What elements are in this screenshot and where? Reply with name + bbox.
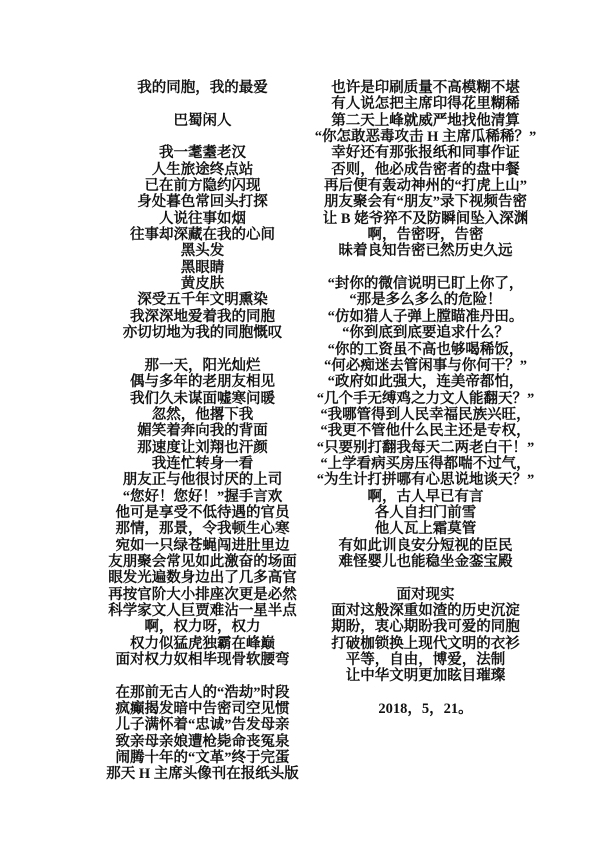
poem-line: “那是多么多么的危险！ [349,292,502,309]
poem-line: 人生旅途终点站 [151,161,254,178]
poem-line: 让中华文明更加眩目璀璨 [345,668,506,685]
poem-line: 啊，古人早已有言 [367,488,484,505]
poem-line: 致亲母亲娘遭枪毙命丧冤泉 [115,733,290,750]
poem-line: 各人自扫门前雪 [374,504,477,521]
poem-line: 那速度让刘翔也汗颜 [137,439,268,456]
poem-line: 眼发光遍数身边出了几多高官 [108,570,297,587]
poem-line: “政府如此强大，连美帝都怕， [327,374,524,391]
poem-line: “你怎敢恶毒攻击 H 主席瓜稀稀？” [314,129,537,146]
poem-line: 再按官阶大小排座次更是必然 [108,586,297,603]
poem-line: 科学家文人巨贾难沾一星半点 [108,603,297,619]
poem-line: 啊，告密呀，告密 [367,227,484,244]
poem-line: 平等，自由，博爱，法制 [345,652,506,669]
poem-line: 在那前无古人的“浩劫”时段 [115,684,290,701]
poem-line: 难怪婴儿也能稳坐金銮宝殿 [338,553,513,570]
poem-title: 我的同胞，我的最爱 [137,80,268,96]
poem-line: 黄皮肤 [180,276,225,293]
poem-line: “封你的微信说明已盯上你了， [327,276,524,293]
poem-line: 有如此训良安分短视的臣民 [338,537,513,554]
poem-line: 朋友聚会有“朋友”录下视频告密 [324,194,527,211]
poem-line: 闹腾十年的“文革”终于完蛋 [115,750,290,767]
poem-line: “为生计打拼哪有心思说地谈天？” [316,472,535,489]
poem-column-left [85,80,320,783]
poem-line: 期盼，衷心期盼我可爱的同胞 [331,619,520,636]
poem-line: 再后便有轰动神州的“打虎上山” [324,178,527,195]
poem-stanza [85,685,320,783]
poem-line: “仿如猎人子弹上膛瞄准丹田。 [327,308,524,325]
poem-line: 也许是印刷质量不高模糊不堪 [331,80,520,96]
poem-line: 让 B 姥爷猝不及防瞬间坠入深渊 [322,210,529,227]
poem-line: 我一耄耋老汉 [159,145,246,162]
poem-title [85,80,320,96]
poem-line: 幸好还有那张报纸和同事作证 [331,145,520,162]
poem-line: 人说往事如烟 [159,210,246,227]
poem-line: 黑头发 [180,243,225,260]
poem-line: 身处暮色常回头打探 [137,194,268,211]
poem-line: 忽然，他撂下我 [151,406,254,423]
poem-line: 疯癫揭发暗中告密司空见惯 [115,701,290,718]
poem-line: “何必痴迷去管闲事与你何干？” [324,357,527,374]
poem-line: “上学看病买房压得都喘不过气， [320,455,531,472]
poem-line: 否则，他必成告密者的盘中餐 [331,161,520,178]
poem-line: 昧着良知告密已然历史久远 [338,243,513,260]
poem-line: 他人瓦上霜莫管 [374,521,477,538]
poem-line: 那天 H 主席头像刊在报纸头版 [106,766,299,783]
poem-author: 巴蜀闲人 [173,112,232,129]
poem-line: 打破枷锁换上现代文明的衣衫 [331,635,520,652]
poem-column-right [298,80,553,717]
poem-date: 2018，5，21。 [378,701,473,718]
poem-line: “您好！您好！”握手言欢 [122,488,283,505]
poem-line: 啊，权力呀，权力 [144,619,261,636]
poem-stanza [85,358,320,669]
poem-line: “我哪管得到人民幸福民族兴旺， [320,406,531,423]
poem-line: “只要别打翻我每天二两老白干！” [316,439,535,456]
poem-line: 已在前方隐约闪现 [144,178,261,195]
poem-date [298,701,553,717]
poem-line: 朋友正与他很讨厌的上司 [122,472,283,489]
poem-line: “几个手无缚鸡之力文人能翻天？” [316,390,535,407]
poem-line: 往事却深藏在我的心间 [130,227,275,244]
poem-line: 黑眼睛 [180,259,225,276]
poem-line: “你到底到底要追求什么？ [342,325,509,342]
poem-line: 深受五千年文明熏染 [137,292,268,309]
poem-line: 面对现实 [396,586,455,603]
poem-line: “我更不管他什么民主还是专权， [320,423,531,440]
poem-line: 那情，那景，令我顿生心寒 [115,521,290,538]
poem-line: 儿子满怀着“忠诚”告发母亲 [115,717,290,734]
poem-line: 亦切切地为我的同胞慨叹 [122,325,283,342]
poem-stanza [85,145,320,341]
poem-line: 我连忙转身一看 [151,455,254,472]
poem-author [85,113,320,129]
poem-stanza [298,80,553,260]
poem-line: 那一天，阳光灿烂 [144,357,261,374]
poem-line: 偶与多年的老朋友相见 [130,374,275,391]
poem-line: 第二天上峰就威严地找他清算 [331,112,520,129]
poem-line: 权力似猛虎独霸在峰巅 [130,635,275,652]
poem-line: “你的工资虽不高也够喝稀饭， [327,341,524,358]
poem-line: 宛如一只绿苍蝇闯进肚里边 [115,537,290,554]
poem-stanza [298,587,553,685]
poem-line: 面对权力奴相毕现骨软腰弯 [115,652,290,669]
poem-line: 有人说怎把主席印得花里糊稀 [331,96,520,113]
poem-line: 媚笑着奔向我的背面 [137,423,268,440]
poem-line: 友朋聚会常见如此激奋的场面 [108,553,297,570]
poem-line: 我深深地爱着我的同胞 [130,308,275,325]
poem-line: 他可是享受不低待遇的官员 [115,504,290,521]
poem-line: 我们久未谋面嘘寒问暖 [130,390,275,407]
poem-line: 面对这般深重如渣的历史沉淀 [331,603,520,619]
poem-stanza [298,276,553,570]
